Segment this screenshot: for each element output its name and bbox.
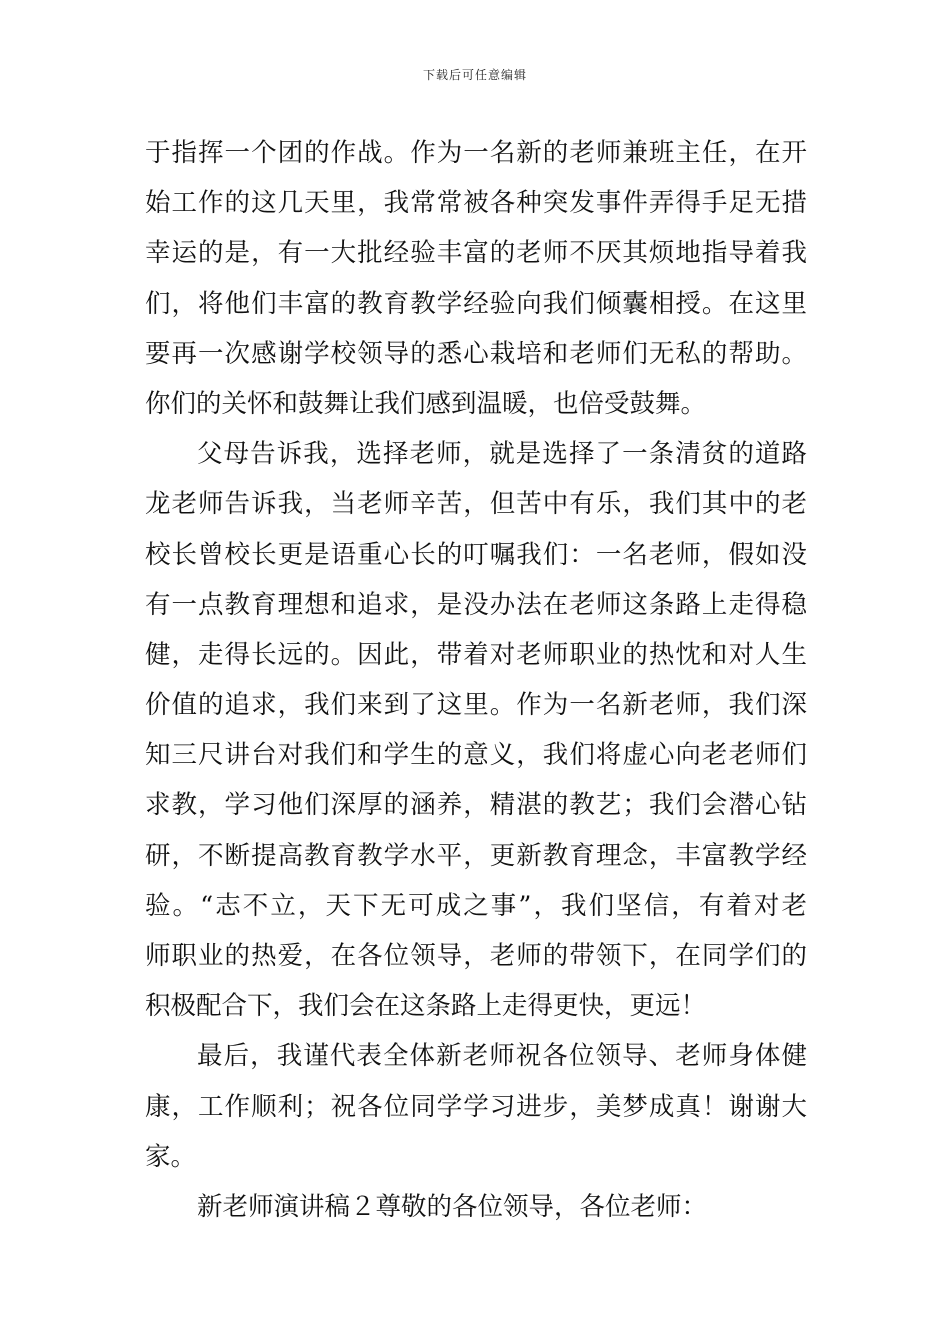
- text-line: 始工作的这几天里，我常常被各种突发事件弄得手足无措: [145, 188, 807, 219]
- text-line: 研，不断提高教育教学水平，更新教育理念，丰富教学经: [145, 840, 807, 871]
- text-line: 验。“志不立，天下无可成之事”，我们坚信，有着对老: [145, 890, 807, 921]
- text-line: 新老师演讲稿２尊敬的各位领导，各位老师：: [197, 1191, 708, 1222]
- text-line: 知三尺讲台对我们和学生的意义，我们将虚心向老老师们: [145, 740, 807, 771]
- text-line: 幸运的是，有一大批经验丰富的老师不厌其烦地指导着我: [145, 238, 807, 269]
- text-line: 校长曾校长更是语重心长的叮嘱我们：一名老师，假如没: [145, 539, 807, 570]
- text-line: 要再一次感谢学校领导的悉心栽培和老师们无私的帮助。: [145, 338, 807, 369]
- text-line: 价值的追求，我们来到了这里。作为一名新老师，我们深: [145, 690, 807, 721]
- text-line: 你们的关怀和鼓舞让我们感到温暖，也倍受鼓舞。: [145, 388, 707, 419]
- text-line: 家。: [145, 1141, 197, 1172]
- text-line: 于指挥一个团的作战。作为一名新的老师兼班主任，在开: [145, 138, 807, 168]
- text-line: 健，走得长远的。因此，带着对老师职业的热忱和对人生: [145, 639, 807, 670]
- text-line: 最后，我谨代表全体新老师祝各位领导、老师身体健: [197, 1041, 807, 1072]
- document-body: [145, 128, 807, 1232]
- text-line: 积极配合下，我们会在这条路上走得更快，更远！: [145, 991, 707, 1022]
- text-line: 师职业的热爱，在各位领导，老师的带领下，在同学们的: [145, 941, 807, 971]
- text-line: 父母告诉我，选择老师，就是选择了一条清贫的道路: [197, 439, 807, 470]
- page-header: 下载后可任意编辑: [422, 68, 527, 82]
- text-line: 龙老师告诉我，当老师辛苦，但苦中有乐，我们其中的老: [145, 489, 807, 520]
- text-line: 求教，学习他们深厚的涵养，精湛的教艺；我们会潜心钻: [145, 790, 807, 821]
- text-line: 有一点教育理想和追求，是没办法在老师这条路上走得稳: [145, 589, 807, 620]
- text-line: 们，将他们丰富的教育教学经验向我们倾囊相授。在这里: [145, 288, 807, 319]
- text-line: 康，工作顺利；祝各位同学学习进步，美梦成真！谢谢大: [145, 1091, 807, 1122]
